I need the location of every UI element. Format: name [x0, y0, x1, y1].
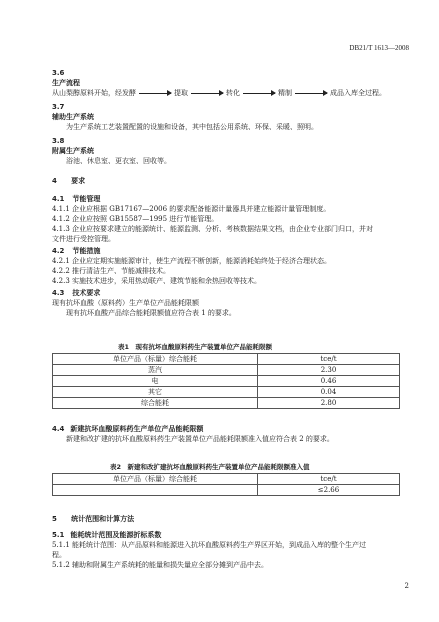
- table-row: [53, 398, 400, 409]
- paragraph: 5.1.1 能耗统计范围：从产品原料和能源进入抗坏血酸原料药生产界区开始，到成品入库的整个生产过: [52, 541, 367, 549]
- table-cell: [53, 485, 258, 496]
- section-title: 技术要求: [72, 289, 101, 297]
- table-header-cell: tce/t: [258, 354, 400, 365]
- flow-step: 提取: [174, 89, 188, 97]
- section-number: 5: [52, 515, 57, 523]
- arrow-icon: [139, 93, 171, 94]
- section-4-heading: [52, 176, 85, 186]
- table-cell: 0.46: [258, 376, 400, 387]
- flow-step: 精制: [278, 89, 292, 97]
- section-5-heading: [52, 514, 134, 524]
- section-4-2: [52, 246, 331, 286]
- section-title: 能耗统计范围及能源折标系数: [70, 531, 162, 539]
- table-2: [52, 473, 400, 496]
- section-3-7: [52, 102, 318, 132]
- table-1: [52, 353, 400, 409]
- table-header-row: [53, 354, 400, 365]
- section-5-1: [52, 530, 366, 570]
- page-number: 2: [404, 582, 409, 590]
- section-title: 节能措施: [72, 247, 101, 255]
- section-number: 3.7: [52, 103, 65, 111]
- standard-code: DB21/T 1613—2008: [349, 44, 409, 52]
- table-1-caption: 表1 现有抗坏血酸原料药生产装置单位产品能耗限额: [118, 343, 273, 351]
- paragraph: 现有抗坏血酸（原料药）生产单位产品能耗限额: [52, 299, 199, 307]
- table-row: [53, 376, 400, 387]
- section-3-6: [52, 68, 386, 98]
- flow-step: 转化: [226, 89, 240, 97]
- arrow-icon: [295, 93, 327, 94]
- section-number: 4: [52, 177, 57, 185]
- paragraph: 4.2.1 企业应定期实施能源审计，使生产流程不断创新，能源消耗始终处于经济合理状态。: [52, 257, 332, 265]
- table-cell: ≤2.66: [258, 485, 400, 496]
- section-title: 辅助生产系统: [52, 113, 94, 121]
- section-number: 3.6: [52, 69, 65, 77]
- paragraph: 4.2.3 实施技术进步，采用热动联产、建筑节能和余热回收等技术。: [52, 277, 262, 285]
- paragraph: 4.2.2 推行清洁生产、节能减排技术。: [52, 267, 171, 275]
- section-title: 节能管理: [72, 195, 101, 203]
- paragraph: 程。: [52, 551, 66, 559]
- arrow-icon: [243, 93, 275, 94]
- section-number: 4.4: [52, 425, 65, 433]
- paragraph: 4.1.2 企业应按照 GB15587—1995 进行节能管理。: [52, 215, 219, 223]
- table-row: [53, 365, 400, 376]
- table-row: [53, 387, 400, 398]
- section-number: 4.3: [52, 289, 65, 297]
- section-text: 为生产系统工艺装置配置的设施和设备，其中包括公用系统、环保、采暖、照明。: [66, 123, 318, 131]
- table-cell: 其它: [53, 387, 258, 398]
- section-4-4: [52, 424, 334, 444]
- section-title: 要求: [71, 177, 86, 185]
- section-title: 统计范围和计算方法: [71, 515, 135, 523]
- table-cell: 0.04: [258, 387, 400, 398]
- table-row: [53, 485, 400, 496]
- section-4-3: [52, 288, 236, 318]
- flow-end: 成品入库全过程。: [330, 89, 386, 97]
- table-header-cell: tce/t: [258, 474, 400, 485]
- table-cell: 电: [53, 376, 258, 387]
- paragraph: 文件进行受控管理。: [52, 235, 115, 243]
- table-cell: 综合能耗: [53, 398, 258, 409]
- section-number: 4.2: [52, 247, 65, 255]
- paragraph: 4.1.3 企业应按要求建立的能源统计、能源监测、分析、考核数据结果文档，由企业专业部门归口，并对: [52, 225, 374, 233]
- table-cell: 蒸汽: [53, 365, 258, 376]
- table-cell: 2.80: [258, 398, 400, 409]
- arrow-icon: [191, 93, 223, 94]
- flow-intro: 从山梨醇原料开始，经发酵: [52, 89, 136, 97]
- section-3-8: [52, 136, 171, 166]
- section-number: 5.1: [52, 531, 65, 539]
- table-header-cell: 单位产品（标量）综合能耗: [53, 474, 258, 485]
- paragraph: 新建和改扩建的抗坏血酸原料药生产装置单位产品能耗限额准入值应符合表 2 的要求。: [66, 435, 334, 443]
- process-flow: [52, 88, 386, 98]
- table-2-caption: 表2 新建和改扩建抗坏血酸原料药生产装置单位产品能耗限额准入值: [110, 463, 310, 471]
- section-title: 生产流程: [52, 79, 80, 87]
- paragraph: 现有抗坏血酸产品综合能耗限额值应符合表 1 的要求。: [66, 309, 236, 317]
- table-header-row: [53, 474, 400, 485]
- section-number: 3.8: [52, 137, 65, 145]
- section-number: 4.1: [52, 195, 65, 203]
- section-4-1: [52, 194, 373, 244]
- section-title: 新建抗坏血酸原料药生产单位产品能耗限额: [70, 425, 204, 433]
- paragraph: 5.1.2 辅助和附属生产系统耗的能量和损失量应全部分摊到产品中去。: [52, 561, 269, 569]
- table-header-cell: 单位产品（标量）综合能耗: [53, 354, 258, 365]
- section-text: 浴池、休息室、更衣室、回收等。: [66, 157, 171, 165]
- section-title: 附属生产系统: [52, 147, 94, 155]
- table-cell: 2.30: [258, 365, 400, 376]
- paragraph: 4.1.1 企业应根据 GB17167—2006 的要求配备能源计量器具并建立能源计量管理制度。: [52, 205, 331, 213]
